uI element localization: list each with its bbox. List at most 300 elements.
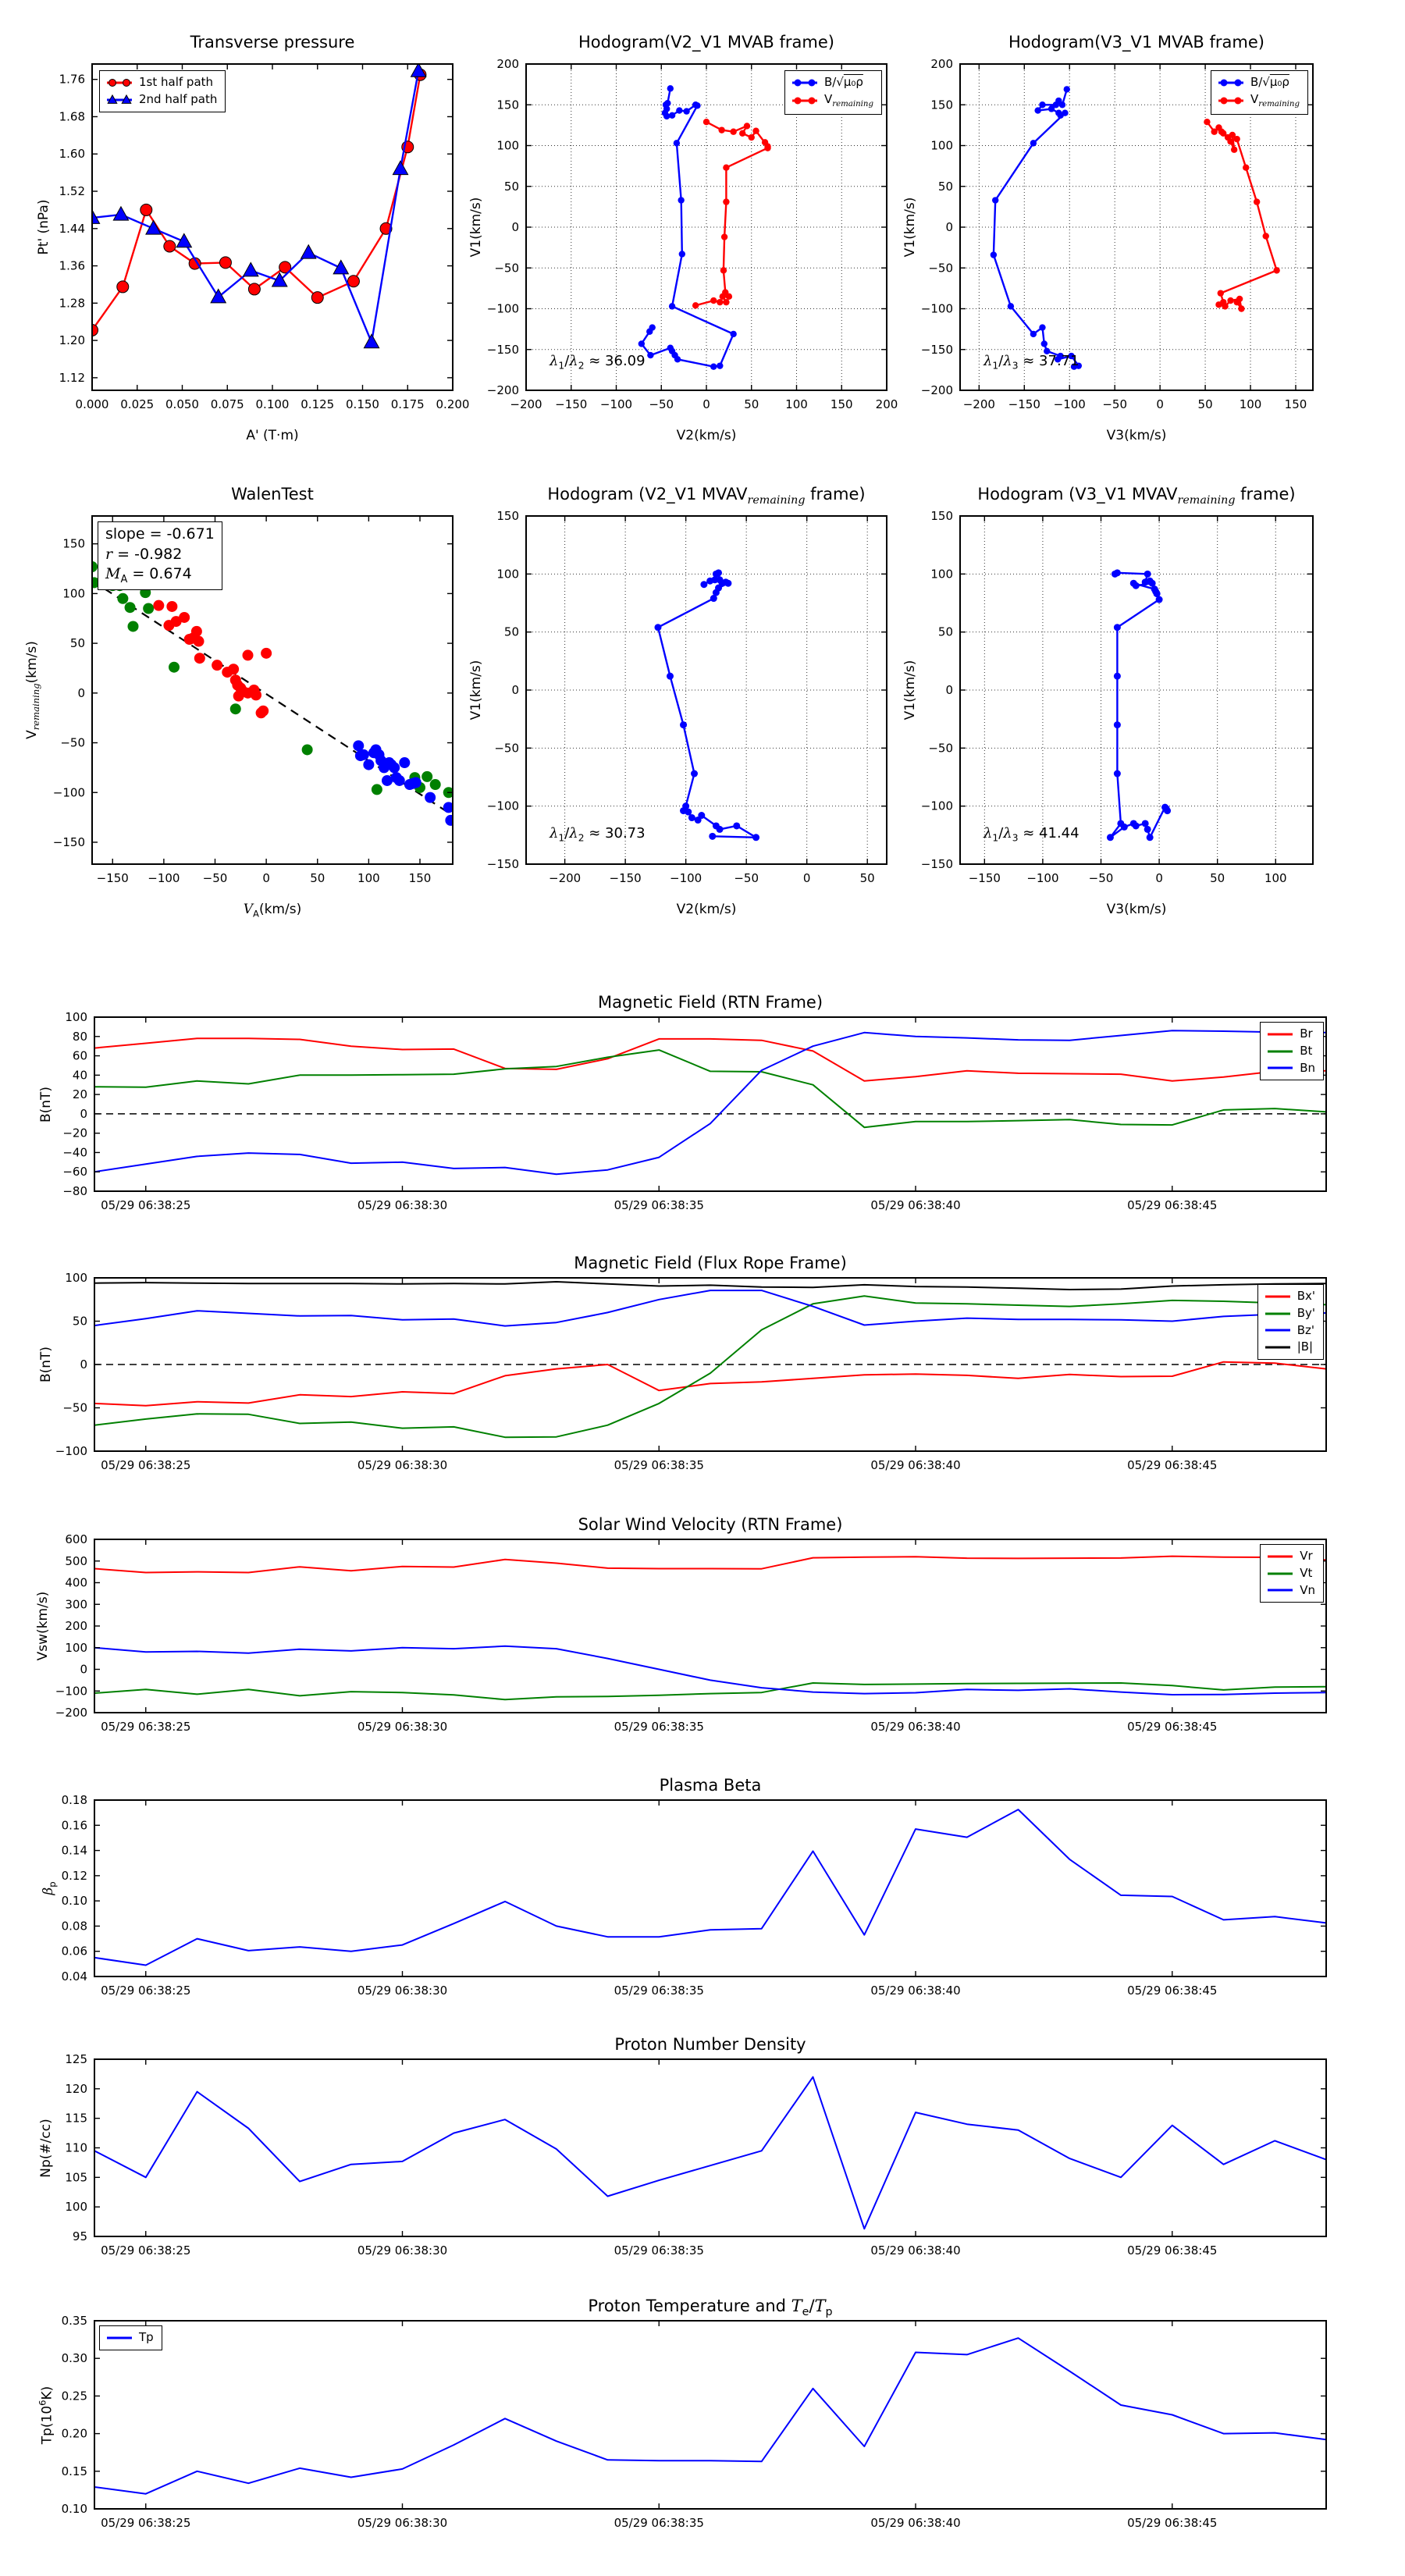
svg-text:300: 300: [65, 1597, 87, 1612]
svg-text:−80: −80: [62, 1184, 87, 1198]
svg-text:200: 200: [65, 1619, 87, 1633]
svg-text:110: 110: [65, 2140, 87, 2155]
chart-title: Hodogram(V3_V1 MVAB frame): [1008, 33, 1264, 52]
legend-label: $V_{remaining}$: [1250, 91, 1300, 109]
y-axis-label: B(nT): [38, 1346, 54, 1383]
svg-text:−150: −150: [920, 857, 953, 871]
legend-swatch: [1217, 95, 1245, 106]
y-axis-label: B(nT): [38, 1086, 54, 1123]
legend-label: Vr: [1300, 1549, 1313, 1563]
svg-text:0: 0: [511, 683, 519, 697]
svg-text:05/29 06:38:30: 05/29 06:38:30: [357, 1720, 448, 1734]
axes-frame: [94, 1800, 1326, 1976]
legend-swatch: [1264, 1342, 1292, 1353]
legend-swatch: [1264, 1308, 1292, 1319]
svg-text:1.68: 1.68: [59, 109, 85, 124]
legend-swatch: [1266, 1568, 1294, 1579]
svg-text:−100: −100: [148, 871, 180, 885]
svg-text:150: 150: [408, 871, 432, 885]
svg-text:−150: −150: [609, 871, 642, 885]
svg-text:0: 0: [511, 220, 519, 234]
svg-text:−150: −150: [486, 342, 519, 357]
chart-bfield-fluxrope: [38, 1254, 1326, 1472]
svg-text:−100: −100: [920, 301, 953, 316]
chart-walen-test: [23, 485, 453, 920]
svg-text:−50: −50: [1088, 871, 1114, 885]
svg-text:−20: −20: [62, 1126, 87, 1140]
svg-text:0.16: 0.16: [61, 1818, 87, 1833]
svg-text:05/29 06:38:25: 05/29 06:38:25: [101, 2243, 191, 2258]
chart-title: Proton Temperature and $T_e/T_p$: [588, 2297, 833, 2319]
legend-label: Vn: [1300, 1582, 1315, 1597]
chart-hodogram-v2v1-mvav: [468, 485, 887, 917]
gridlines: [960, 516, 1313, 864]
chart-plasma-beta: [40, 1776, 1326, 1998]
legend-label: Vt: [1300, 1565, 1313, 1580]
plot-area: [55, 1532, 1326, 1734]
svg-text:05/29 06:38:35: 05/29 06:38:35: [614, 2516, 704, 2530]
legend-label: Bt: [1300, 1043, 1313, 1058]
svg-text:0.08: 0.08: [61, 1919, 87, 1934]
x-axis-label: A' (T·m): [246, 428, 299, 443]
svg-text:50: 50: [937, 179, 953, 194]
legend-entry: [1266, 1565, 1315, 1582]
svg-text:−150: −150: [1008, 397, 1040, 411]
svg-text:0.075: 0.075: [210, 397, 244, 411]
legend-swatch: [1217, 77, 1245, 88]
svg-text:0.200: 0.200: [436, 397, 470, 411]
series-Br: [94, 1038, 1326, 1081]
svg-text:−100: −100: [920, 799, 953, 813]
svg-text:0: 0: [77, 685, 85, 700]
svg-text:0.175: 0.175: [390, 397, 425, 411]
svg-text:150: 150: [62, 536, 85, 551]
lambda-annotation: $\lambda_1/\lambda_2 \approx 30.73$: [550, 825, 646, 844]
series-|B|: [94, 1282, 1326, 1290]
svg-text:1.28: 1.28: [59, 296, 85, 311]
chart-title: Hodogram(V2_V1 MVAB frame): [578, 33, 834, 52]
svg-text:−100: −100: [52, 785, 85, 800]
svg-text:150: 150: [930, 98, 953, 112]
svg-text:05/29 06:38:25: 05/29 06:38:25: [101, 1458, 191, 1472]
svg-text:1.36: 1.36: [59, 258, 85, 273]
svg-text:−200: −200: [510, 397, 542, 411]
legend-swatch: [1266, 1062, 1294, 1073]
stats-annotation: slope = -0.671 r = -0.982 $M_A = 0.674$: [98, 521, 222, 590]
svg-text:150: 150: [496, 509, 519, 523]
svg-text:05/29 06:38:40: 05/29 06:38:40: [870, 1984, 961, 1998]
legend-swatch: [1266, 1029, 1294, 1040]
svg-text:05/29 06:38:40: 05/29 06:38:40: [870, 2243, 961, 2258]
svg-text:05/29 06:38:25: 05/29 06:38:25: [101, 1984, 191, 1998]
series-group: [87, 561, 456, 826]
legend-swatch: [1266, 1046, 1294, 1057]
svg-text:80: 80: [72, 1029, 87, 1044]
svg-text:0: 0: [80, 1662, 87, 1677]
svg-text:0.18: 0.18: [61, 1793, 87, 1807]
series-Np: [94, 2077, 1326, 2229]
svg-text:20: 20: [72, 1087, 87, 1102]
svg-text:0.30: 0.30: [61, 2351, 87, 2366]
svg-text:05/29 06:38:40: 05/29 06:38:40: [870, 2516, 961, 2530]
chart-hodogram-v3v1-mvav: [902, 485, 1313, 917]
svg-text:−100: −100: [599, 397, 633, 411]
legend-entry: [1266, 1043, 1315, 1060]
svg-text:1.12: 1.12: [59, 370, 85, 385]
svg-text:−50: −50: [928, 741, 953, 756]
plot-area: [65, 2052, 1326, 2258]
tick-labels: [55, 1532, 1218, 1734]
svg-text:05/29 06:38:35: 05/29 06:38:35: [614, 2243, 704, 2258]
series-B/sqrt(mu0 rho): [994, 89, 1079, 366]
series-Vr: [94, 1557, 1326, 1573]
svg-text:−200: −200: [486, 383, 519, 397]
legend-entry: [1266, 1548, 1315, 1565]
series-Vt: [94, 1683, 1326, 1699]
svg-text:−100: −100: [486, 799, 519, 813]
chart-title: Proton Number Density: [614, 2035, 806, 2054]
series-group: [94, 2338, 1326, 2494]
svg-text:100: 100: [930, 567, 953, 582]
svg-text:150: 150: [496, 98, 519, 112]
series-V remaining path: [658, 573, 756, 838]
svg-text:−50: −50: [734, 871, 759, 885]
legend-entry: [1217, 74, 1300, 91]
svg-text:−50: −50: [494, 261, 519, 276]
chart-hodogram-v2v1-mvab: [468, 33, 898, 443]
svg-text:40: 40: [72, 1068, 87, 1083]
svg-text:100: 100: [496, 567, 519, 582]
plot-area: [59, 64, 470, 411]
svg-text:05/29 06:38:25: 05/29 06:38:25: [101, 2516, 191, 2530]
svg-text:−50: −50: [62, 1400, 87, 1415]
legend-entry: [1264, 1339, 1315, 1356]
legend-label: Bn: [1300, 1060, 1315, 1075]
chart-title: Magnetic Field (Flux Rope Frame): [574, 1254, 847, 1272]
legend-label: Bz': [1297, 1322, 1314, 1337]
svg-text:05/29 06:38:45: 05/29 06:38:45: [1127, 1720, 1218, 1734]
svg-text:0.25: 0.25: [61, 2389, 87, 2403]
svg-text:0.06: 0.06: [61, 1944, 87, 1959]
svg-text:50: 50: [310, 871, 325, 885]
svg-text:0.04: 0.04: [61, 1969, 87, 1984]
y-axis-label: $Tp(10^6K)$: [37, 2386, 55, 2444]
svg-text:200: 200: [875, 397, 898, 411]
chart-title: Transverse pressure: [190, 33, 355, 52]
series-group: [1107, 569, 1171, 841]
svg-text:−200: −200: [962, 397, 995, 411]
svg-text:0.150: 0.150: [346, 397, 379, 411]
svg-text:−100: −100: [1026, 871, 1059, 885]
svg-text:0: 0: [262, 871, 270, 885]
svg-text:05/29 06:38:40: 05/29 06:38:40: [870, 1720, 961, 1734]
y-axis-label: V1(km/s): [902, 197, 918, 258]
axis-ticks: [94, 1539, 1326, 1713]
axis-ticks: [94, 2059, 1326, 2236]
svg-text:05/29 06:38:30: 05/29 06:38:30: [357, 2516, 448, 2530]
legend-entry: [1264, 1322, 1315, 1340]
series-V remaining: [695, 122, 767, 305]
svg-text:−100: −100: [55, 1684, 87, 1699]
series-V remaining: [1207, 122, 1276, 308]
y-axis-label: $V_{remaining}(km/s)$: [23, 641, 42, 739]
svg-text:−150: −150: [96, 871, 129, 885]
chart-title: Solar Wind Velocity (RTN Frame): [578, 1515, 843, 1534]
y-axis-label: Vsw(km/s): [35, 1591, 51, 1661]
legend-entry: [791, 74, 873, 91]
svg-text:05/29 06:38:35: 05/29 06:38:35: [614, 1198, 704, 1212]
legend-label: B/√μ₀ρ: [823, 75, 863, 89]
svg-text:100: 100: [357, 871, 380, 885]
tick-labels: [921, 509, 1287, 885]
svg-text:0.12: 0.12: [61, 1868, 87, 1883]
axis-ticks: [92, 64, 453, 390]
svg-text:105: 105: [65, 2170, 87, 2185]
legend-label: B/√μ₀ρ: [1250, 75, 1289, 89]
legend-entry: [105, 91, 217, 109]
legend-label: $V_{remaining}$: [823, 91, 873, 109]
x-axis-label: V3(km/s): [1106, 428, 1167, 443]
svg-text:95: 95: [72, 2229, 87, 2243]
lambda-annotation: $\lambda_1/\lambda_3 \approx 37.71$: [984, 353, 1080, 372]
series-group: [638, 85, 771, 370]
series-Bx': [94, 1362, 1326, 1406]
plot-area: [62, 1010, 1326, 1212]
tick-labels: [65, 2052, 1217, 2258]
series-Bn: [94, 1030, 1326, 1174]
svg-text:0: 0: [702, 397, 710, 411]
svg-text:0.125: 0.125: [301, 397, 335, 411]
svg-text:05/29 06:38:35: 05/29 06:38:35: [614, 1984, 704, 1998]
series-By': [94, 1296, 1326, 1437]
tick-labels: [62, 1793, 1218, 1998]
legend-entry: [1217, 91, 1300, 111]
svg-text:500: 500: [65, 1553, 87, 1568]
series-group: [991, 86, 1280, 370]
svg-text:50: 50: [859, 871, 875, 885]
axis-ticks: [94, 2321, 1326, 2509]
svg-text:120: 120: [65, 2081, 87, 2096]
plot-area: [55, 1271, 1326, 1472]
svg-text:150: 150: [830, 397, 853, 411]
x-axis-label: V2(km/s): [676, 902, 737, 917]
axes-frame: [94, 2321, 1326, 2509]
svg-text:0: 0: [945, 220, 953, 234]
svg-text:−100: −100: [55, 1444, 87, 1458]
axis-ticks: [94, 1017, 1326, 1191]
chart-proton-density: [38, 2035, 1326, 2258]
svg-text:−50: −50: [649, 397, 674, 411]
y-axis-label: Pt' (nPa): [36, 199, 52, 255]
legend-entry: [791, 91, 873, 111]
y-axis-label: V1(km/s): [902, 660, 918, 720]
legend-swatch: [105, 94, 133, 105]
svg-text:50: 50: [1197, 397, 1213, 411]
svg-text:100: 100: [65, 1010, 87, 1024]
chart-proton-temperature: [37, 2297, 1326, 2530]
legend-label: Br: [1300, 1026, 1313, 1041]
svg-text:−50: −50: [928, 261, 953, 276]
legend-swatch: [1264, 1291, 1292, 1302]
chart-title: Magnetic Field (RTN Frame): [597, 993, 823, 1012]
svg-text:−200: −200: [549, 871, 582, 885]
svg-text:−150: −150: [920, 342, 953, 357]
legend: [1260, 1022, 1324, 1080]
svg-text:−100: −100: [670, 871, 702, 885]
series-group: [94, 1809, 1326, 1965]
svg-text:05/29 06:38:45: 05/29 06:38:45: [1127, 2243, 1218, 2258]
svg-text:0.100: 0.100: [255, 397, 290, 411]
series-Tp: [94, 2338, 1326, 2494]
legend-entry: [1266, 1026, 1315, 1043]
svg-text:50: 50: [1210, 871, 1225, 885]
axes-frame: [94, 1539, 1326, 1713]
y-axis-label: Np(#/cc): [38, 2118, 54, 2178]
svg-text:−60: −60: [62, 1165, 87, 1179]
legend-swatch: [791, 77, 819, 88]
x-axis-label: V2(km/s): [676, 428, 737, 443]
plot-area: [61, 2314, 1326, 2530]
svg-text:05/29 06:38:30: 05/29 06:38:30: [357, 1984, 448, 1998]
svg-text:100: 100: [65, 2200, 87, 2215]
svg-text:100: 100: [1264, 871, 1287, 885]
svg-text:05/29 06:38:35: 05/29 06:38:35: [614, 1458, 704, 1472]
y-axis-label: V1(km/s): [468, 197, 484, 258]
svg-text:400: 400: [65, 1575, 87, 1590]
legend-label: 2nd half path: [139, 91, 218, 106]
chart-hodogram-v3v1-mvab: [902, 33, 1313, 443]
legend-entry: [1264, 1288, 1315, 1305]
legend-label: Tp: [139, 2330, 154, 2344]
legend: [1260, 1544, 1324, 1603]
svg-text:05/29 06:38:25: 05/29 06:38:25: [101, 1720, 191, 1734]
gridlines: [526, 516, 887, 864]
legend: [784, 70, 882, 115]
svg-text:50: 50: [744, 397, 759, 411]
svg-text:−50: −50: [494, 741, 519, 756]
svg-text:100: 100: [65, 1271, 87, 1285]
svg-text:100: 100: [785, 397, 808, 411]
legend: [1257, 1284, 1324, 1360]
svg-text:0.025: 0.025: [120, 397, 155, 411]
svg-text:0.000: 0.000: [75, 397, 109, 411]
svg-text:05/29 06:38:35: 05/29 06:38:35: [614, 1720, 704, 1734]
series-group: [654, 569, 759, 841]
svg-text:0: 0: [1156, 397, 1164, 411]
svg-text:50: 50: [72, 1314, 87, 1329]
svg-text:200: 200: [496, 57, 519, 71]
svg-text:−100: −100: [486, 301, 519, 316]
svg-text:−200: −200: [55, 1706, 87, 1720]
svg-text:100: 100: [62, 586, 85, 601]
svg-text:−50: −50: [202, 871, 228, 885]
legend-entry: [1266, 1060, 1315, 1077]
svg-text:05/29 06:38:40: 05/29 06:38:40: [870, 1458, 961, 1472]
series-Vn: [94, 1646, 1326, 1695]
legend-swatch: [791, 95, 819, 106]
svg-text:115: 115: [65, 2111, 87, 2126]
svg-text:0: 0: [1155, 871, 1163, 885]
series-Bz': [94, 1290, 1326, 1326]
svg-text:05/29 06:38:25: 05/29 06:38:25: [101, 1198, 191, 1212]
svg-text:05/29 06:38:45: 05/29 06:38:45: [1127, 2516, 1218, 2530]
svg-text:05/29 06:38:30: 05/29 06:38:30: [357, 1198, 448, 1212]
legend-entry: [105, 2329, 154, 2347]
svg-text:0.10: 0.10: [61, 1894, 87, 1909]
svg-text:05/29 06:38:45: 05/29 06:38:45: [1127, 1458, 1218, 1472]
series-beta p: [94, 1809, 1326, 1965]
svg-text:−100: −100: [1053, 397, 1086, 411]
svg-text:−150: −150: [486, 857, 519, 871]
svg-text:−200: −200: [920, 383, 953, 397]
legend-swatch: [105, 77, 133, 88]
svg-text:50: 50: [69, 636, 85, 651]
legend-entry: [105, 74, 217, 91]
x-axis-label: V3(km/s): [1106, 902, 1167, 917]
svg-text:0.14: 0.14: [61, 1843, 87, 1858]
legend: [1211, 70, 1308, 115]
svg-text:150: 150: [1284, 397, 1307, 411]
legend: [99, 2325, 162, 2350]
svg-text:0.15: 0.15: [61, 2464, 87, 2478]
lambda-annotation: $\lambda_1/\lambda_2 \approx 36.09$: [550, 353, 646, 372]
svg-text:05/29 06:38:45: 05/29 06:38:45: [1127, 1198, 1218, 1212]
chart-title: WalenTest: [231, 485, 314, 503]
svg-text:0.35: 0.35: [61, 2314, 87, 2328]
svg-text:150: 150: [930, 509, 953, 523]
legend-swatch: [1264, 1325, 1292, 1336]
x-axis-label: $V_A(km/s)$: [243, 902, 302, 920]
lambda-annotation: $\lambda_1/\lambda_3 \approx 41.44$: [984, 825, 1080, 844]
axis-ticks: [94, 1800, 1326, 1976]
svg-text:100: 100: [930, 138, 953, 153]
tick-labels: [62, 2314, 1218, 2530]
legend-label: 1st half path: [139, 75, 214, 89]
chart-vsw-rtn: [35, 1515, 1326, 1734]
svg-text:−150: −150: [52, 834, 85, 849]
svg-text:50: 50: [503, 624, 519, 639]
axes-frame: [92, 64, 453, 390]
plot-area: [920, 509, 1313, 885]
plot-area: [61, 1793, 1326, 1998]
svg-text:1.52: 1.52: [59, 184, 85, 199]
legend-label: By': [1297, 1305, 1315, 1320]
chart-title: Hodogram (V3_V1 $MVAV_{remaining}$ frame): [977, 485, 1296, 507]
svg-text:125: 125: [65, 2052, 87, 2066]
axes-frame: [94, 2059, 1326, 2236]
svg-text:−50: −50: [60, 735, 85, 750]
legend-label: |B|: [1297, 1340, 1314, 1354]
svg-text:50: 50: [937, 624, 953, 639]
svg-text:100: 100: [1239, 397, 1262, 411]
svg-text:1.76: 1.76: [59, 72, 85, 87]
series-group: [94, 1030, 1326, 1174]
y-axis-label: V1(km/s): [468, 660, 484, 720]
legend-swatch: [1266, 1551, 1294, 1562]
chart-transverse-pressure: [36, 33, 470, 443]
svg-text:05/29 06:38:45: 05/29 06:38:45: [1127, 1984, 1218, 1998]
series-V remaining path: [1110, 573, 1167, 838]
svg-text:0: 0: [80, 1106, 87, 1121]
svg-text:−150: −150: [968, 871, 1001, 885]
svg-text:50: 50: [503, 179, 519, 194]
chart-title: Plasma Beta: [659, 1776, 762, 1795]
series-Bt: [94, 1050, 1326, 1127]
plot-area: [486, 509, 887, 885]
svg-text:0: 0: [802, 871, 811, 885]
svg-text:0.050: 0.050: [165, 397, 199, 411]
svg-text:0: 0: [80, 1357, 87, 1372]
